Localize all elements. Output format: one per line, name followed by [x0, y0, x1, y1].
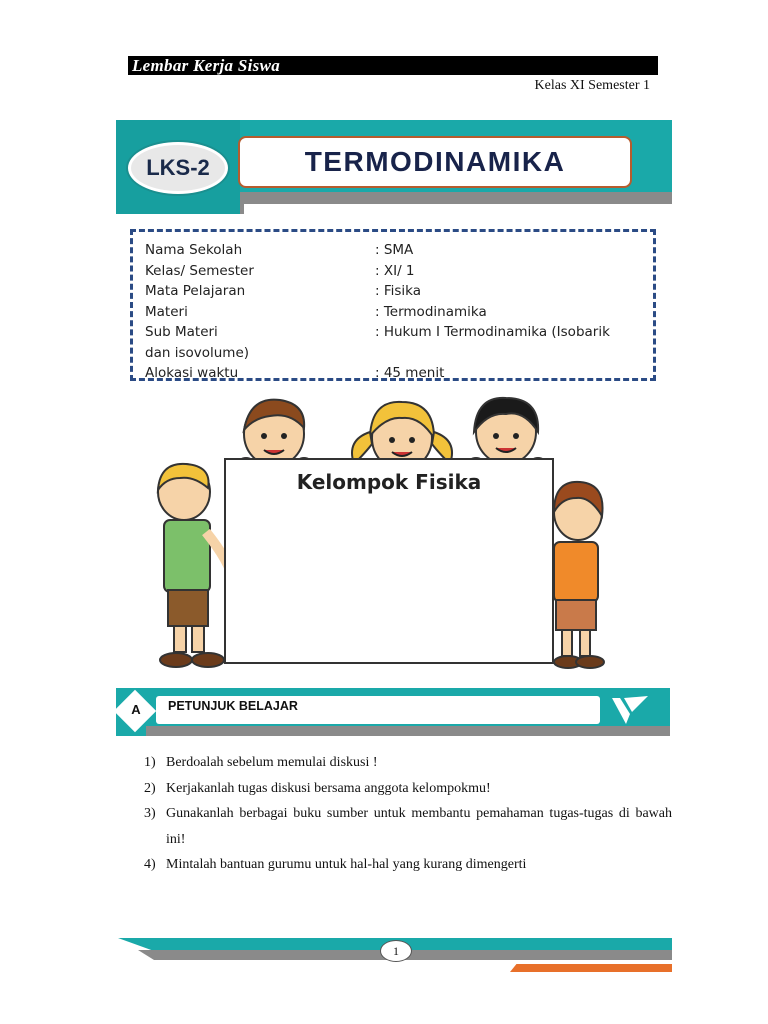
info-value: : XI/ 1 [375, 262, 415, 279]
lks-banner [116, 120, 672, 214]
list-item [144, 750, 672, 776]
step-text: Berdoalah sebelum memulai diskusi ! [166, 755, 378, 770]
list-item [144, 776, 672, 802]
step-number: 4) [144, 857, 156, 872]
board-title: Kelompok Fisika [296, 470, 482, 494]
banner-white-stripe [244, 204, 672, 214]
header-title-text: Lembar Kerja Siswa [132, 56, 281, 75]
group-illustration [150, 392, 620, 676]
info-key: Sub Materi [145, 324, 218, 340]
info-value: : Hukum I Termodinamika (Isobarik [375, 324, 610, 340]
child-right [554, 482, 604, 668]
info-value: : SMA [375, 242, 414, 258]
list-item [144, 852, 672, 878]
info-row-class [145, 261, 645, 281]
lks-code-badge: LKS-2 [128, 142, 228, 194]
info-value: : 45 menit [375, 365, 445, 381]
chevron-logo-icon [610, 694, 650, 728]
child-head-3 [474, 398, 538, 464]
section-letter: A [131, 702, 141, 717]
info-key: Kelas/ Semester [145, 262, 254, 279]
list-item [144, 801, 672, 852]
info-key: Mata Pelajaran [145, 283, 246, 299]
step-text: Kerjakanlah tugas diskusi bersama anggota kelompokmu! [166, 780, 491, 796]
section-title: PETUNJUK BELAJAR [156, 696, 600, 724]
class-semester-label: Kelas XI Semester 1 [534, 78, 650, 93]
page-number: 1 [380, 940, 412, 962]
info-value: : Fisika [375, 283, 422, 299]
step-number: 1) [144, 755, 156, 770]
info-key: Nama Sekolah [145, 242, 243, 258]
section-a-header [116, 688, 670, 736]
info-submaterial-continuation: dan isovolume) [145, 344, 250, 361]
section-a-grey-stripe [146, 726, 670, 736]
page-footer [118, 936, 672, 976]
info-row-submaterial [145, 322, 645, 342]
info-row-time [145, 363, 645, 381]
info-row-subject [145, 281, 645, 301]
step-number: 2) [144, 780, 156, 796]
banner-title: TERMODINAMIKA [238, 136, 632, 188]
info-row-school [145, 240, 645, 260]
step-text: Mintalah bantuan gurumu untuk hal-hal yang kurang dimengerti [166, 857, 527, 872]
footer-orange-band [510, 964, 672, 972]
child-head-1 [244, 400, 304, 466]
info-key: Materi [145, 303, 188, 320]
step-text: Gunakanlah berbagai buku sumber untuk membantu pemahaman tugas-tugas di bawah ini! [166, 806, 672, 847]
group-name-board [224, 458, 554, 664]
info-key: Alokasi waktu [145, 365, 239, 381]
info-row-material [145, 302, 645, 322]
info-value: : Termodinamika [375, 303, 487, 320]
document-header-title [128, 56, 658, 75]
school-info-box [130, 229, 656, 381]
instruction-list [144, 750, 672, 878]
step-number: 3) [144, 806, 156, 821]
child-left [158, 464, 234, 667]
